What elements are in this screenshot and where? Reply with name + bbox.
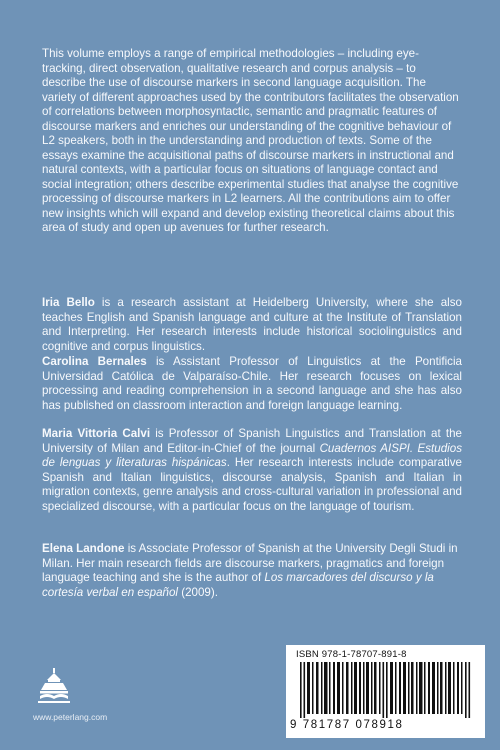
author-name: Elena Landone (42, 542, 125, 555)
author-bio-calvi (42, 427, 462, 514)
author-bio-bello (42, 296, 462, 354)
author-bio-text: (2009). (178, 585, 218, 599)
author-bio-text: is a research assistant at Heidelberg University, where she also teaches English and Spanish language and culture at the Institute of Translation and Interpreting. Her research interests include historical sociolinguistics and cognitive and corpus linguistics. (42, 296, 462, 353)
isbn-barcode-box (286, 645, 485, 738)
author-bio-text: is Associate Professor of Spanish at the University Degli Studi in Milan. Her main research fields are discourse markers, pragmatics and foreign language teaching and she is the author of (42, 542, 458, 584)
peter-lang-logo-icon (34, 666, 74, 708)
publisher-url[interactable]: www.peterlang.com (33, 712, 108, 722)
barcode-digits: 9 781787 078918 (290, 719, 404, 731)
barcode (296, 662, 476, 718)
author-bio-text: is Professor of Spanish Linguistics and Translation at the University of Milan and Editor-in-Chief of the journal (42, 427, 462, 455)
author-name: Maria Vittoria Calvi (42, 427, 151, 440)
author-name: Iria Bello (42, 296, 95, 309)
author-bio-text: is Assistant Professor of Linguistics at the Pontificia Universidad Católica de Valparaíso-Chile. Her research focuses on lexical processing and reading comprehension in a second language and she has also has published on classroom interaction and foreign language learning. (42, 355, 462, 412)
author-bio-landone (42, 542, 462, 600)
isbn-label: ISBN 978-1-78707-891-8 (296, 649, 407, 660)
journal-title: Cuadernos AISPI. Estudios de lenguas y literaturas hispánicas (42, 441, 462, 469)
book-title: Los marcadores del discurso y la cortesía verbal en español (42, 571, 434, 599)
author-bio-bernales (42, 355, 462, 413)
author-name: Carolina Bernales (42, 355, 147, 368)
book-description: This volume employs a range of empirical methodologies – including eye-tracking, direct observation, qualitative research and corpus analysis – to describe the use of discourse markers in second language acquisition. The variety of different approaches used by the contributors facilitates the observation of correlations between morphosyntactic, semantic and pragmatic features of discourse markers and enriches our understanding of the cognitive behaviour of L2 speakers, both in the understanding and production of texts. Some of the essays examine the acquisitional paths of discourse markers in instructional and natural contexts, with a particular focus on situations of language contact and social integration; others describe experimental studies that analyse the cognitive processing of discourse markers in L2 learners. All the contributions aim to offer new insights which will expand and develop existing theoretical claims about this area of study and open up avenues for further research. (42, 47, 459, 234)
author-bio-text: . Her research interests include comparative Spanish and Italian linguistics, discourse analysis, Spanish and Italian in migration contexts, genre analysis and cross-cultural variation in professional and specialized discourse, with a particular focus on the language of tourism. (42, 456, 463, 513)
